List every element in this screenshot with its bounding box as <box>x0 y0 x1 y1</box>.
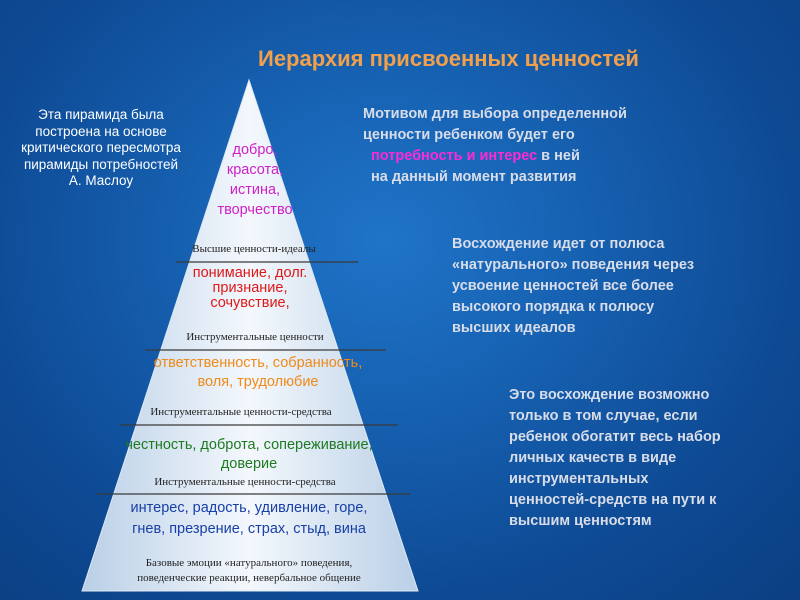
tier1-label: Высшие ценности-идеалы <box>192 243 316 255</box>
motive-highlight: потребность и интерес <box>371 148 538 164</box>
tier5-label-line: поведенческие реакции, невербальное общение <box>137 572 361 584</box>
maslow-note-line: пирамиды потребностей <box>23 156 179 172</box>
condition-line: ребенок обогатит весь набор <box>509 429 721 445</box>
condition-line: высшим ценностям <box>509 513 652 529</box>
condition-line: ценностей-средств на пути к <box>509 492 717 508</box>
tier5-label-line: Базовые эмоции «натурального» поведения, <box>145 557 353 569</box>
motive-line-rest: в ней <box>537 148 580 164</box>
condition-line: инструментальных <box>509 471 649 487</box>
tier4-item: доверие <box>220 456 278 472</box>
tier2-label: Инструментальные ценности <box>186 331 324 343</box>
maslow-note-line: критического пересмотра <box>21 140 181 155</box>
tier1-values <box>200 140 310 220</box>
tier3-label: Инструментальные ценности-средства <box>150 406 332 418</box>
ascent-line: высших идеалов <box>452 320 576 336</box>
tier5-item: интерес, радость, удивление, горе, <box>130 500 368 516</box>
ascent-line: усвоение ценностей все более <box>452 278 674 294</box>
tier1-item: истина, <box>229 182 281 198</box>
ascent-line: высокого порядка к полюсу <box>452 299 655 315</box>
maslow-note-line: Эта пирамида была <box>38 107 164 122</box>
tier5-item: гнев, презрение, страх, стыд, вина <box>132 521 366 537</box>
tier5-label <box>94 556 404 586</box>
tier1-item: творчество <box>217 202 293 218</box>
slide-title: Иерархия присвоенных ценностей <box>258 46 639 71</box>
ascent-line: Восхождение идет от полюса <box>452 236 665 252</box>
tier1-item: добро, <box>232 142 278 158</box>
tier2-item: понимание, долг. <box>192 265 308 281</box>
tier2-values <box>180 266 320 311</box>
motive-line: Мотивом для выбора определенной <box>363 106 627 122</box>
condition-line: Это восхождение возможно <box>509 387 710 403</box>
tier2-item: признание, <box>212 280 288 296</box>
ascent-line: «натурального» поведения через <box>452 257 695 273</box>
tier2-item: сочувствие, <box>210 295 290 311</box>
tier4-label: Инструментальные ценности-средства <box>154 476 336 488</box>
tier5-values <box>84 498 414 540</box>
maslow-note-line: построена на основе <box>35 123 167 139</box>
tier4-item: честность, доброта, сопереживание, <box>125 437 373 453</box>
tier4-values <box>82 436 416 474</box>
maslow-note-line: А. Маслоу <box>68 173 134 188</box>
condition-line: личных качеств в виде <box>509 450 677 466</box>
tier3-item: ответственность, собранность, <box>153 355 363 371</box>
condition-line: только в том случае, если <box>509 408 698 424</box>
motive-line: на данный момент развития <box>371 169 577 185</box>
tier3-item: воля, трудолюбие <box>197 374 319 390</box>
motive-line: ценности ребенком будет его <box>363 127 575 143</box>
tier3-values <box>112 354 404 392</box>
tier1-item: красота, <box>226 162 284 178</box>
